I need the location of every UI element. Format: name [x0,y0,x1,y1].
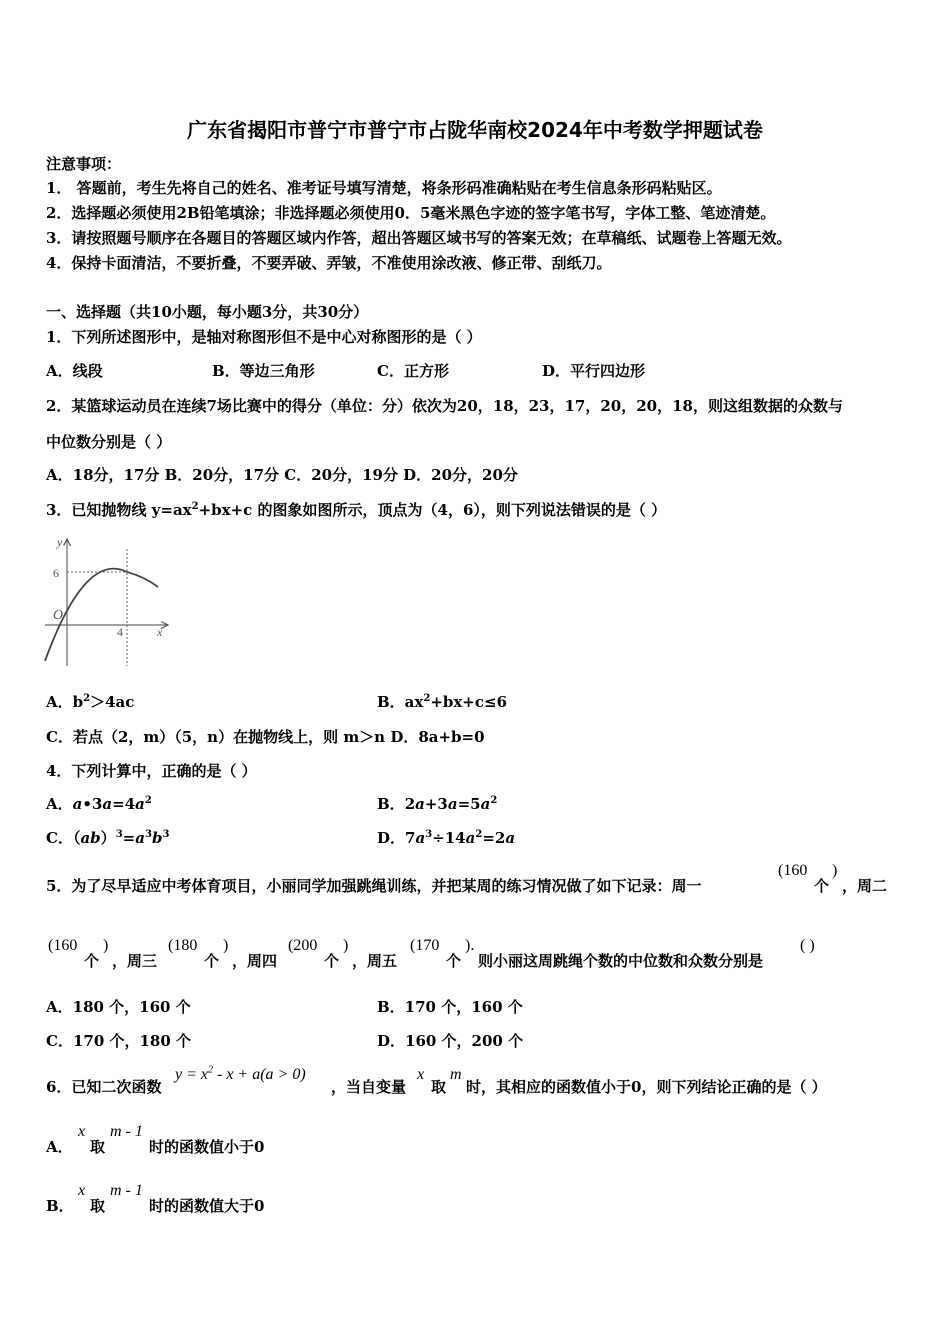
q1-option-d: D．平行四边形 [542,362,646,380]
q6-b-post: 时的函数值大于0 [149,1197,265,1215]
page-title: 广东省揭阳市普宁市普宁市占陇华南校2024年中考数学押题试卷 [187,118,763,142]
q4-c-sup: 3 [115,829,123,840]
q4-a-part: =4 [112,795,136,813]
q4-b-sup: 2 [490,795,498,806]
q4-c-part: ab [80,829,101,847]
q4-option-a [46,794,152,814]
notice-heading: 注意事项： [46,155,122,173]
q4-a-label: A． [46,795,73,813]
q4-b-part: a [447,795,458,813]
q6-var-m: m [450,1066,462,1083]
q5-monday-value: (160 [778,862,808,879]
q4-c-part: a [135,829,145,847]
q4-b-label: B． [377,795,405,813]
q5-after-mon: ，周二 [842,877,888,895]
q4-b-part: 2 [404,795,416,813]
q2-options: A．18分，17分 B．20分，17分 C．20分，19分 D．20分，20分 [46,466,518,484]
q3-option-b [377,692,507,712]
q4-a-part: a [72,795,83,813]
q3-b-pre: B．ax [377,693,424,711]
q4-d-part: =2 [482,829,506,847]
q5-day-wed: ，周三 [112,952,158,970]
origin-label: O [53,608,64,623]
q5-day-thu: ，周四 [232,952,278,970]
question-2-stem: 2．某篮球运动员在连续7场比赛中的得分（单位：分）依次为20，18，23，17，20，20，18，则这组数据的众数与 [46,397,843,415]
q5-friday-value: (170 [410,937,440,954]
q5-tuesday-value: (160 [48,937,78,954]
q6-a-take: 取 [90,1138,106,1156]
q5-unit: 个 [204,952,220,970]
q5-unit: 个 [446,952,462,970]
q4-c-label: C．（ [46,829,81,847]
q3-stem-sup: 2 [191,501,199,512]
q5-unit: 个 [84,952,100,970]
q4-b-part: +3 [424,795,448,813]
question-6-stem-pre: 6．已知二次函数 [46,1078,162,1096]
q4-c-sup: 3 [162,829,170,840]
q5-thursday-value: (200 [288,937,318,954]
q6-a-expr: m - 1 [110,1123,143,1140]
q3-b-sup: 2 [423,693,431,704]
q4-c-part: b [151,829,163,847]
q6-func-post: - x + a(a > 0) [213,1066,306,1083]
q6-func-sup: 2 [208,1064,213,1076]
q5-option-c: C．170 个，180 个 [46,1032,192,1050]
q5-unit: 个 [324,952,340,970]
q4-d-label: D． [377,829,406,847]
q6-a-x: x [78,1123,86,1140]
vertex-x-label: 4 [117,625,123,639]
q3-stem-pre: 3．已知抛物线 y=ax [46,501,192,519]
q5-close-dot: ). [465,937,475,954]
q6-b-x: x [78,1182,86,1199]
q3-option-a [46,692,134,712]
q3-a-sup: 2 [83,693,91,704]
q5-option-a: A．180 个，160 个 [46,998,191,1016]
q4-d-part: a [505,829,516,847]
q3-options-cd: C．若点（2，m）（5，n）在抛物线上，则 m＞n D．8a+b=0 [46,728,485,746]
q6-option-a-label: A． [46,1138,73,1156]
q6-var-x: x [417,1066,425,1083]
q5-wednesday-value: (180 [168,937,198,954]
q4-d-sup: 2 [475,829,483,840]
q4-d-sup: 3 [425,829,433,840]
q4-option-d [377,828,515,848]
q5-option-d: D．160 个，200 个 [377,1032,524,1050]
q6-function [175,1066,306,1084]
q4-c-part: ） [100,829,116,847]
q3-stem-post: +bx+c 的图象如图所示，顶点为（4，6），则下列说法错误的是（ ） [198,501,667,519]
q6-take: 取 [431,1078,447,1096]
q6-func: y = x [175,1066,208,1083]
q1-option-c: C．正方形 [377,362,449,380]
q3-a-pre: A．b [46,693,84,711]
question-5-stem: 5．为了尽早适应中考体育项目，小丽同学加强跳绳训练，并把某周的练习情况做了如下记录：周一 [46,877,702,895]
question-1-stem: 1．下列所述图形中，是轴对称图形但不是中心对称图形的是（ ） [46,328,482,346]
q6-stem-mid: ，当自变量 [331,1078,407,1096]
q4-d-part: a [465,829,476,847]
q4-option-c [46,828,169,848]
q4-option-b [377,794,497,814]
q6-b-expr: m - 1 [110,1182,143,1199]
q5-close: ) [832,862,838,879]
q5-close: ) [103,937,109,954]
q5-day-fri: ，周五 [352,952,398,970]
q4-c-sup: 3 [144,829,152,840]
section-heading: 一、选择题（共10小题，每小题3分，共30分） [46,303,369,321]
q5-unit: 个 [814,877,830,895]
q4-b-part: a [415,795,425,813]
question-5-stem-cont: 则小丽这周跳绳个数的中位数和众数分别是 [478,952,764,970]
question-3-stem [46,500,666,520]
q4-a-part: a [102,795,113,813]
q5-close: ) [343,937,349,954]
q3-b-post: +bx+c≤6 [430,693,508,711]
question-4-stem: 4．下列计算中，正确的是（ ） [46,762,257,780]
x-axis-label: x [157,625,163,639]
q1-option-a: A．线段 [46,362,103,380]
notice-item: 2．选择题必须使用2B铅笔填涂；非选择题必须使用0．5毫米黑色字迹的签字笔书写，字体工整、笔迹清楚。 [46,204,776,222]
notice-item: 3．请按照题号顺序在各题目的答题区域内作答，超出答题区域书写的答案无效；在草稿纸、试题卷上答题无效。 [46,229,792,247]
vertex-y-label: 6 [53,566,59,580]
q4-c-part: = [122,829,136,847]
q4-d-part: ÷14 [432,829,466,847]
q4-a-sup: 2 [144,795,152,806]
q4-b-part: =5 [457,795,481,813]
q4-d-part: a [415,829,426,847]
y-axis-label: y [57,535,63,549]
q4-b-part: a [480,795,491,813]
q6-b-take: 取 [90,1197,106,1215]
q6-a-post: 时的函数值小于0 [149,1138,265,1156]
notice-item: 4．保持卡面清洁，不要折叠，不要弄破、弄皱，不准使用涂改液、修正带、刮纸刀。 [46,254,612,272]
question-2-stem-cont: 中位数分别是（ ） [46,433,172,451]
q4-d-part: 7 [405,829,416,847]
q6-stem-post: 时，其相应的函数值小于0，则下列结论正确的是（ ） [466,1078,827,1096]
q1-option-b: B．等边三角形 [212,362,315,380]
q5-bracket: ( ) [800,937,815,954]
q5-option-b: B．170 个，160 个 [377,998,523,1016]
q6-option-b-label: B． [46,1197,74,1215]
q4-a-part: a [135,795,145,813]
q3-a-post: ＞4ac [90,693,135,711]
parabola-graph [40,533,175,668]
q4-a-part: •3 [82,795,103,813]
notice-item: 1． 答题前，考生先将自己的姓名、准考证号填写清楚，将条形码准确粘贴在考生信息条形码粘贴区。 [46,179,722,197]
q5-close: ) [223,937,229,954]
